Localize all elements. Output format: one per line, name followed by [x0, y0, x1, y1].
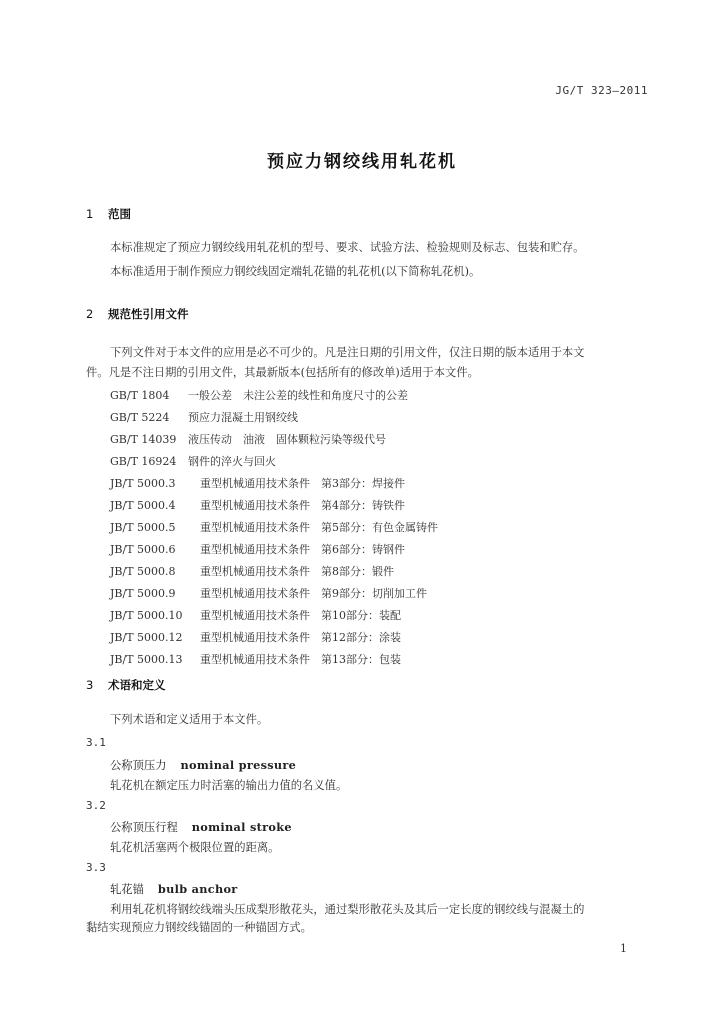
reference-item: [110, 387, 408, 403]
reference-item: [110, 431, 386, 447]
term-definition: 轧花机在额定压力时活塞的输出力值的名义值。: [110, 779, 348, 792]
term-en: nominal stroke: [191, 820, 292, 834]
reference-title: 重型机械通用技术条件 第13部分：包装: [200, 653, 401, 666]
reference-title: 重型机械通用技术条件 第8部分：锻件: [200, 565, 394, 578]
term-cn: 公称顶压行程: [110, 821, 178, 834]
document-title: 预应力钢绞线用轧花机: [267, 152, 457, 172]
term-number: 3.2: [86, 799, 106, 812]
reference-item: [110, 585, 427, 601]
reference-item: [110, 475, 405, 491]
section-title: 术语和定义: [108, 678, 166, 692]
reference-code: GB/T 5224: [110, 411, 170, 424]
section-2-intro: 件。凡是不注日期的引用文件，其最新版本(包括所有的修改单)适用于本文件。: [86, 366, 479, 379]
term-number: 3.1: [86, 736, 106, 749]
reference-code: JB/T 5000.6: [110, 543, 176, 556]
reference-item: [110, 541, 405, 557]
reference-code: JB/T 5000.4: [110, 499, 176, 512]
reference-title: 钢件的淬火与回火: [188, 455, 276, 468]
reference-title: 重型机械通用技术条件 第9部分：切削加工件: [200, 587, 427, 600]
reference-item: [110, 629, 401, 645]
reference-code: JB/T 5000.13: [110, 653, 183, 666]
reference-code: JB/T 5000.8: [110, 565, 176, 578]
reference-code: JB/T 5000.9: [110, 587, 176, 600]
term-number: 3.3: [86, 861, 106, 874]
section-3-intro: 下列术语和定义适用于本文件。: [110, 713, 269, 726]
reference-title: 重型机械通用技术条件 第6部分：铸钢件: [200, 543, 405, 556]
reference-code: GB/T 14039: [110, 433, 177, 446]
reference-item: [110, 453, 276, 469]
standard-number: JG/T 323—2011: [555, 84, 648, 97]
reference-title: 一般公差 未注公差的线性和角度尺寸的公差: [188, 389, 408, 402]
section-number: 2: [86, 307, 94, 321]
section-1-paragraph: 本标准适用于制作预应力钢绞线固定端轧花锚的轧花机(以下简称轧花机)。: [110, 265, 481, 278]
section-3-heading: [86, 677, 166, 693]
reference-item: [110, 519, 438, 535]
section-2-intro: 下列文件对于本文件的应用是必不可少的。凡是注日期的引用文件，仅注日期的版本适用于本文: [110, 346, 585, 359]
term-en: nominal pressure: [180, 758, 297, 772]
section-1-paragraph: 本标准规定了预应力钢绞线用轧花机的型号、要求、试验方法、检验规则及标志、包装和贮存。: [110, 241, 585, 254]
reference-title: 重型机械通用技术条件 第10部分：装配: [200, 609, 401, 622]
reference-title: 重型机械通用技术条件 第3部分：焊接件: [200, 477, 405, 490]
section-title: 范围: [108, 207, 131, 221]
term-entry: [110, 757, 296, 773]
reference-title: 重型机械通用技术条件 第4部分：铸铁件: [200, 499, 405, 512]
section-2-heading: [86, 306, 189, 322]
term-cn: 轧花锚: [110, 883, 144, 896]
reference-code: GB/T 16924: [110, 455, 177, 468]
term-definition: 利用轧花机将钢绞线端头压成梨形散花头，通过梨形散花头及其后一定长度的钢绞线与混凝土的: [110, 903, 585, 916]
section-title: 规范性引用文件: [108, 307, 189, 321]
section-number: 1: [86, 207, 94, 221]
reference-title: 液压传动 油液 固体颗粒污染等级代号: [188, 433, 386, 446]
term-cn: 公称顶压力: [110, 759, 167, 772]
reference-title: 重型机械通用技术条件 第12部分：涂装: [200, 631, 401, 644]
reference-item: [110, 651, 401, 667]
page-number: 1: [620, 942, 627, 955]
term-entry: [110, 881, 238, 897]
reference-title: 预应力混凝土用钢绞线: [188, 411, 298, 424]
term-en: bulb anchor: [157, 882, 238, 896]
reference-code: JB/T 5000.12: [110, 631, 183, 644]
reference-item: [110, 607, 401, 623]
reference-code: JB/T 5000.3: [110, 477, 176, 490]
term-definition: 轧花机活塞两个极限位置的距离。: [110, 841, 280, 854]
reference-item: [110, 497, 405, 513]
term-entry: [110, 819, 292, 835]
section-1-heading: [86, 206, 131, 222]
reference-code: GB/T 1804: [110, 389, 170, 402]
reference-item: [110, 409, 298, 425]
term-definition: 黏结实现预应力钢绞线锚固的一种锚固方式。: [86, 921, 312, 934]
reference-title: 重型机械通用技术条件 第5部分：有色金属铸件: [200, 521, 438, 534]
section-number: 3: [86, 678, 94, 692]
reference-item: [110, 563, 394, 579]
reference-code: JB/T 5000.5: [110, 521, 176, 534]
reference-code: JB/T 5000.10: [110, 609, 183, 622]
